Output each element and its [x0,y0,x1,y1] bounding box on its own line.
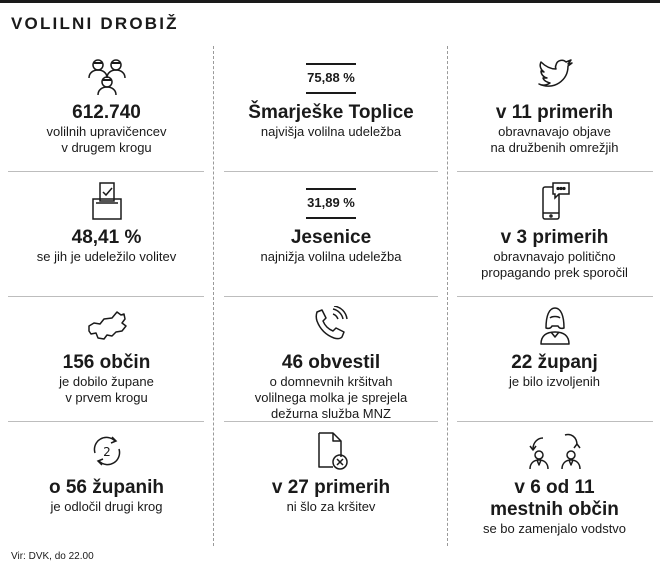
row-divider [8,171,204,172]
stat-desc-line: volilnega molka je sprejela [254,390,408,405]
slovenia-map-icon [83,306,131,346]
stat-desc-line: propagando prek sporočil [481,265,628,280]
stat-turnout [0,171,213,296]
stat-value: v 11 primerih [495,102,614,123]
stat-female-mayors [449,296,660,421]
stat-desc-line: o domnevnih kršitvah [269,374,393,389]
column-divider [213,46,214,546]
voters-icon [83,56,131,96]
stat-desc-line: v prvem krogu [65,390,148,405]
stat-voters [0,46,213,171]
stat-value: v 27 primerih [271,477,391,498]
stat-desc-line: na družbenih omrežjih [490,140,619,155]
woman-icon [531,306,579,346]
stat-lowest-turnout [213,171,449,296]
stat-desc-line: obravnavajo objave [498,124,611,139]
stat-messages [449,171,660,296]
stat-value: o 56 županih [48,477,165,498]
stat-desc-line: ni šlo za kršitev [286,499,376,514]
row-divider [457,171,653,172]
turnout-percent: 31,89 % [306,188,356,219]
turnout-percent: 75,88 % [306,63,356,94]
stat-value: 612.740 [72,102,141,123]
stat-desc-line: obravnavajo politično [493,249,616,264]
stat-highest-turnout [213,46,449,171]
stat-value: v 3 primerih [500,227,609,248]
stat-value-line: mestnih občin [490,499,619,520]
row-divider [8,421,204,422]
stat-notifications [213,296,449,421]
row-divider [224,296,438,297]
top-rule [0,0,660,3]
stat-desc-line: dežurna služba MNZ [271,406,391,421]
exchange-people-icon [515,431,595,471]
row-divider [224,171,438,172]
row-divider [224,421,438,422]
source-note: Vir: DVK, do 22.00 [11,551,94,562]
stat-desc-line: je odločil drugi krog [50,499,163,514]
stat-value: 46 obvestil [281,352,381,373]
svg-text:2: 2 [102,445,111,459]
stat-value: 22 županj [511,352,598,373]
document-x-icon [307,431,355,471]
stat-value: 156 občin [62,352,151,373]
phone-call-icon [307,306,355,346]
stat-municipalities [0,296,213,421]
stat-desc-line: najvišja volilna udeležba [260,124,402,139]
stat-desc-line: je bilo izvoljenih [508,374,601,389]
phone-message-icon [531,181,579,221]
row-divider [457,421,653,422]
stat-no-violation [213,421,449,546]
stat-desc-line: se bo zamenjalo vodstvo [482,521,627,536]
stat-social-media [449,46,660,171]
second-round-icon [83,431,131,471]
row-divider [8,296,204,297]
row-divider [457,296,653,297]
stat-desc-line: volilnih upravičencev [46,124,167,139]
stat-second-round [0,421,213,546]
stat-desc-line: v drugem krogu [61,140,152,155]
stat-value: Jesenice [290,227,372,248]
stat-value-line: v 6 od 11 [514,477,595,498]
stat-value: Šmarješke Toplice [248,102,414,123]
stat-value: 48,41 % [71,227,142,248]
stat-desc-line: najnižja volilna udeležba [260,249,402,264]
stat-desc-line: se jih je udeležilo volitev [36,249,177,264]
stat-city-leadership [449,421,660,546]
page-title: VOLILNI DROBIŽ [11,14,179,33]
column-divider [447,46,448,546]
twitter-bird-icon [531,56,579,96]
ballot-box-icon [83,181,131,221]
stat-desc-line: je dobilo župane [59,374,154,389]
